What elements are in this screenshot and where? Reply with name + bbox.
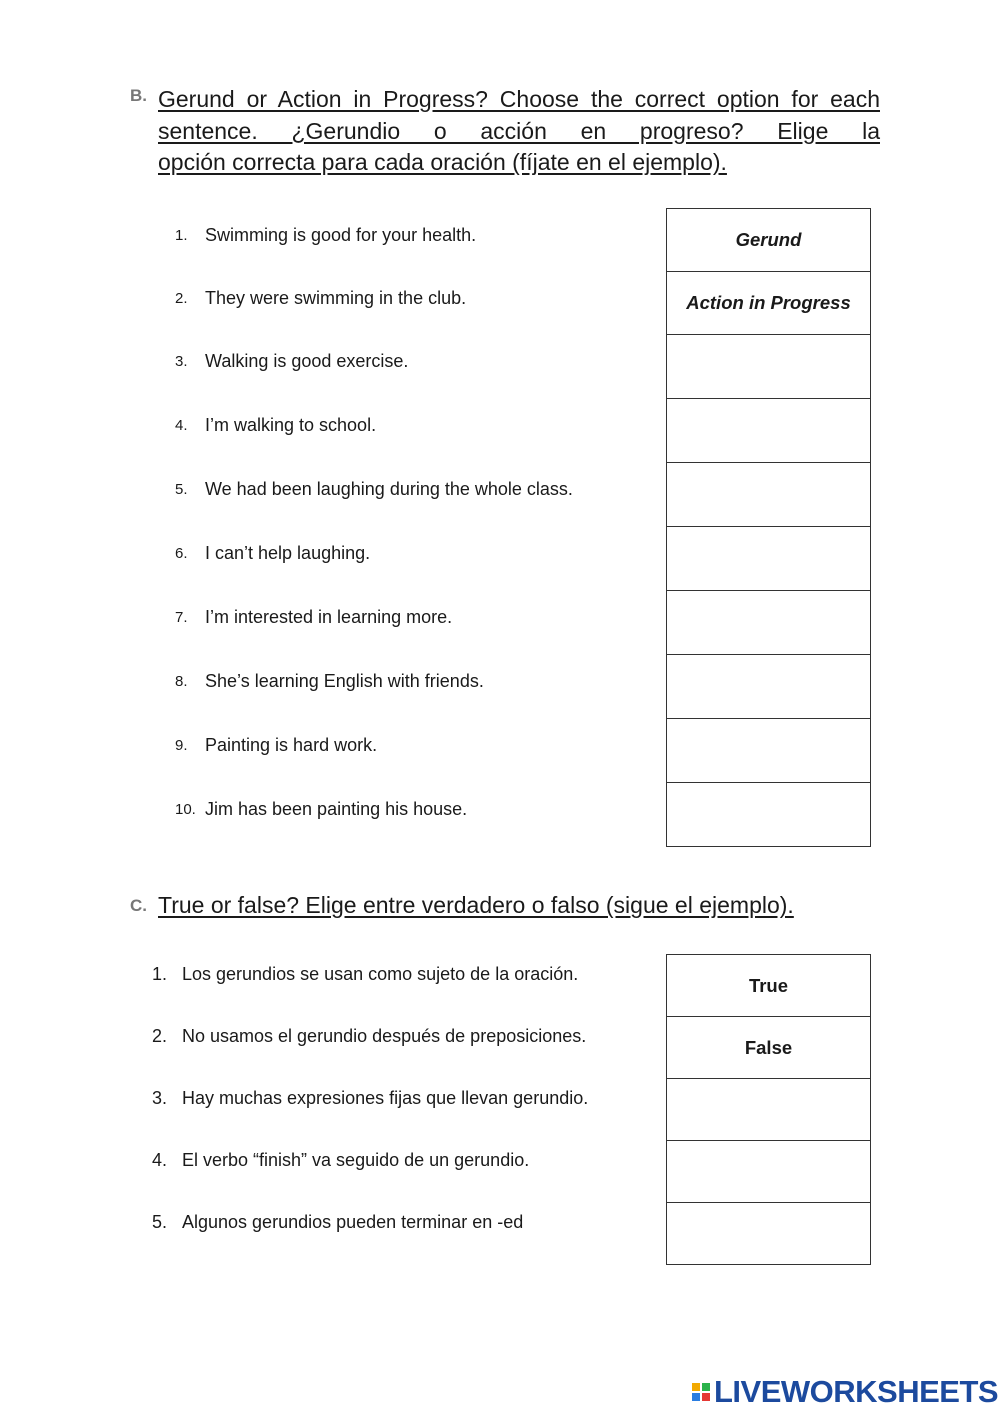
list-item — [175, 288, 466, 309]
answer-cell[interactable] — [667, 719, 871, 783]
answer-cell[interactable] — [667, 783, 871, 847]
logo-square — [692, 1393, 700, 1401]
answer-cell[interactable] — [667, 1141, 871, 1203]
list-item — [175, 671, 484, 692]
sentence-text: No usamos el gerundio después de preposiciones. — [182, 1026, 587, 1046]
answer-cell[interactable] — [667, 1203, 871, 1265]
logo-text: LIVEWORKSHEETS — [714, 1374, 999, 1409]
item-number: 2. — [175, 290, 188, 307]
section-b-instruction-last: opción correcta para cada oración (fíjate en el ejemplo). — [158, 149, 727, 175]
answer-cell[interactable] — [667, 1079, 871, 1141]
answer-cell[interactable]: True — [667, 955, 871, 1017]
answer-cell[interactable]: Gerund — [667, 209, 871, 272]
sentence-text: I’m interested in learning more. — [205, 607, 453, 627]
item-number: 10. — [175, 801, 196, 818]
sentence-text: Swimming is good for your health. — [205, 225, 477, 245]
answer-cell[interactable]: False — [667, 1017, 871, 1079]
item-number: 7. — [175, 609, 188, 626]
sentence-text: They were swimming in the club. — [205, 288, 467, 308]
item-number: 3. — [152, 1088, 168, 1108]
section-b-instruction-main: Gerund or Action in Progress? Choose the correct option for each sentence. ¿Gerundio o acción en progreso? Elige la — [158, 86, 880, 144]
section-c-letter: C. — [130, 896, 147, 915]
item-number: 8. — [175, 673, 188, 690]
answer-cell[interactable]: Action in Progress — [667, 272, 871, 335]
item-number: 1. — [152, 964, 168, 984]
list-item — [152, 1212, 523, 1233]
section-c-answer-table — [666, 954, 871, 1265]
answer-cell[interactable] — [667, 399, 871, 463]
liveworksheets-logo[interactable] — [692, 1374, 998, 1410]
sentence-text: Algunos gerundios pueden terminar en -ed — [182, 1212, 524, 1232]
item-number: 2. — [152, 1026, 168, 1046]
list-item — [152, 1150, 529, 1171]
list-item — [175, 415, 376, 436]
answer-cell[interactable] — [667, 463, 871, 527]
item-number: 9. — [175, 737, 188, 754]
list-item — [175, 225, 476, 246]
section-b-heading — [130, 84, 880, 179]
item-number: 4. — [152, 1150, 168, 1170]
sentence-text: El verbo “finish” va seguido de un gerundio. — [182, 1150, 530, 1170]
list-item — [152, 1026, 586, 1047]
list-item — [175, 735, 377, 756]
sentence-text: We had been laughing during the whole class. — [205, 479, 573, 499]
answer-cell[interactable] — [667, 655, 871, 719]
answer-cell[interactable] — [667, 527, 871, 591]
answer-cell[interactable] — [667, 335, 871, 399]
list-item — [175, 351, 408, 372]
sentence-text: She’s learning English with friends. — [205, 671, 484, 691]
logo-grid-icon — [692, 1383, 710, 1401]
list-item — [152, 964, 578, 985]
sentence-text: Jim has been painting his house. — [205, 799, 468, 819]
list-item — [175, 543, 370, 564]
section-b-instruction — [158, 84, 880, 179]
item-number: 5. — [175, 481, 188, 498]
logo-square — [692, 1383, 700, 1391]
sentence-text: Los gerundios se usan como sujeto de la oración. — [182, 964, 579, 984]
list-item — [175, 607, 452, 628]
list-item — [152, 1088, 588, 1109]
sentence-text: I’m walking to school. — [205, 415, 377, 435]
item-number: 4. — [175, 417, 188, 434]
list-item — [175, 479, 573, 500]
logo-square — [702, 1393, 710, 1401]
item-number: 5. — [152, 1212, 168, 1232]
sentence-text: I can’t help laughing. — [205, 543, 371, 563]
sentence-text: Walking is good exercise. — [205, 351, 409, 371]
sentence-text: Hay muchas expresiones fijas que llevan gerundio. — [182, 1088, 589, 1108]
section-c-heading — [130, 892, 794, 919]
item-number: 3. — [175, 353, 188, 370]
section-b-letter: B. — [130, 86, 147, 105]
section-c-instruction: True or false? Elige entre verdadero o falso (sigue el ejemplo). — [158, 892, 794, 918]
item-number: 6. — [175, 545, 188, 562]
logo-square — [702, 1383, 710, 1391]
answer-cell[interactable] — [667, 591, 871, 655]
list-item — [175, 799, 467, 820]
sentence-text: Painting is hard work. — [205, 735, 378, 755]
item-number: 1. — [175, 227, 188, 244]
section-b-answer-table — [666, 208, 871, 847]
